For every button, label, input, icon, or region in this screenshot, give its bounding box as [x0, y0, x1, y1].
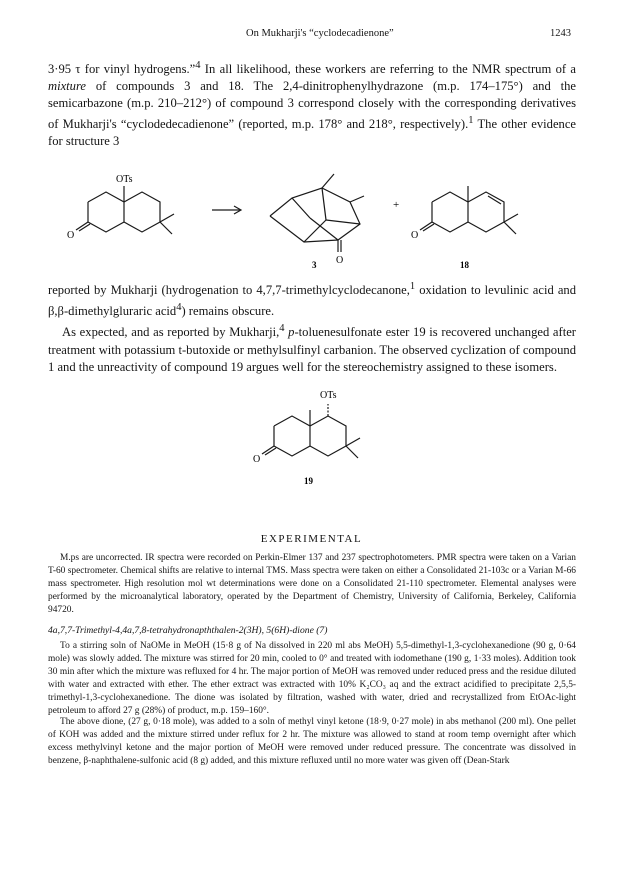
- running-title: On Mukharji's “cyclodecadienone”: [246, 28, 394, 39]
- plus-sign: +: [393, 199, 400, 211]
- ots-label: OTs: [320, 390, 337, 401]
- compound-18-label: 18: [460, 260, 469, 270]
- oxygen-label: O: [253, 454, 261, 465]
- intro-paragraph: [48, 57, 576, 150]
- ref-superscript: 4: [279, 323, 285, 335]
- discussion-block: [48, 278, 576, 376]
- intro-text-4: The other evidence for structure 3: [48, 117, 577, 149]
- compound-19-label: 19: [304, 476, 313, 486]
- compound-19-svg: [250, 378, 370, 490]
- page-header: [0, 28, 623, 46]
- compound-18-structure: [420, 186, 518, 234]
- procedure-paragraph-1: To a stirring soln of NaOMe in MeOH (15·8 g of Na dissolved in 220 ml abs MeOH) 5,5-dimethyl-1,3-cyclohexanedione (90 g, 0·64 mole) was slowly added. The mixture was stirred for 20 min, cooled to 0° and treated with iodomethane (190 g, 1·33 moles). Addition took 30 min after which the mixture was refluxed for 4 hr. The major portion of MeOH was removed under reduced press and the residue diluted with water and extracted with ether. The ether extract was extracted with 10% K₂CO₃ aq and the extract acidified to precipitate 2,5,5-trimethyl-1,3-cyclohexanedione. The dione was isolated by filtration, washed with water, dried and recrystallized from EtOAc-light petroleum to afford 27 g (28%) of product, m.p. 159–160°.: [48, 641, 576, 716]
- discussion-text-1: reported by Mukharji (hydrogenation to 4,7,7-trimethylcyclodecanone,: [48, 283, 410, 298]
- oxygen-label: O: [67, 230, 75, 241]
- ref-superscript: 4: [195, 60, 201, 71]
- reaction-scheme: [60, 160, 570, 272]
- intro-text-1: 3·95 τ for vinyl hydrogens.”: [48, 62, 196, 77]
- intro-italic: mixture: [48, 79, 87, 94]
- procedure-paragraph-2: The above dione, (27 g, 0·18 mole), was added to a soln of methyl vinyl ketone (18·9, 0·27 mole) in abs methanol (200 ml). One pellet of KOH was added and the mixture stirred under reflux for 2 hr. The mixture was allowed to stand at room temp overnight after which excess methylvinyl ketone and the major portion of MeOH were removed under reduced pressure. The concentrate was dissolved in benzene, β-naphthalene-sulfonic acid (8 g) added, and this mixture refluxed until no more water was given off (Dean-Stark: [48, 717, 576, 766]
- oxygen-label: O: [336, 255, 344, 266]
- ref-superscript: 4: [176, 302, 182, 314]
- discussion-paragraph-1: [48, 278, 576, 320]
- intro-text-3: of compounds 3 and 18. The 2,4-dinitrophenylhydrazone (m.p. 174–175°) and the semicarbazone (m.p. 210–212°) of compound 3 correspond closely with the corresponding derivatives of Mukharji's “cyclodedecadienone” (reported, m.p. 178° and 218°, respectively).: [48, 79, 576, 132]
- ots-label: OTs: [116, 174, 133, 185]
- compound-3-structure: [270, 174, 364, 252]
- compound-1-structure: [76, 186, 174, 234]
- discussion-text-2: oxidation to levulinic acid and β,β-dimethylgluraric acid: [48, 283, 576, 319]
- oxygen-label: O: [411, 230, 419, 241]
- ref-superscript: 1: [409, 281, 416, 292]
- discussion-paragraph-2: [48, 320, 576, 375]
- page-number: 1243: [550, 28, 571, 39]
- compound-heading: 4a,7,7-Trimethyl-4,4a,7,8-tetrahydronapththalen-2(3H), 5(6H)-dione (7): [48, 625, 328, 636]
- discussion-italic: p: [284, 325, 295, 340]
- intro-text-2: In all likelihood, these workers are referring to the NMR spectrum of a: [200, 62, 576, 77]
- discussion-text-3: ) remains obscure.: [181, 304, 275, 319]
- discussion-text-5: -toluenesulfonate ester 19 is recovered unchanged after treatment with potassium t-butoxide or methylsulfinyl carbanion. The observed cyclization of compound 1 and the unreactivity of compound 19 argues well for the stereochemistry assigned to these isomers.: [48, 325, 576, 374]
- procedure-block-1: [48, 640, 576, 717]
- procedure-block-2: [48, 716, 576, 768]
- ref-superscript: 1: [468, 115, 474, 127]
- experimental-heading: EXPERIMENTAL: [260, 533, 363, 545]
- discussion-text-4: As expected, and as reported by Mukharji,: [62, 325, 280, 340]
- reaction-arrow: [212, 206, 241, 214]
- intro-paragraph-block: [48, 57, 576, 150]
- compound-3-label: 3: [312, 260, 317, 270]
- general-methods-paragraph: M.ps are uncorrected. IR spectra were recorded on Perkin-Elmer 137 and 237 spectrophotometers. PMR spectra were taken on a Varian T-60 spectrometer. Chemical shifts are relative to internal TMS. Mass spectra were taken on either a Consolidated 21-103c or a Varian M-66 mass spectrometer. High resolution mol wt determinations were done on a Consolidated 21-110 spectrometer. Elemental analyses were performed by the microanalytical laboratory, operated by the Department of Chemistry, University of California, Berkeley, California 94720.: [48, 553, 576, 615]
- reaction-scheme-svg: [60, 160, 570, 272]
- compound-19-figure: [250, 378, 370, 490]
- experimental-general: [48, 552, 576, 617]
